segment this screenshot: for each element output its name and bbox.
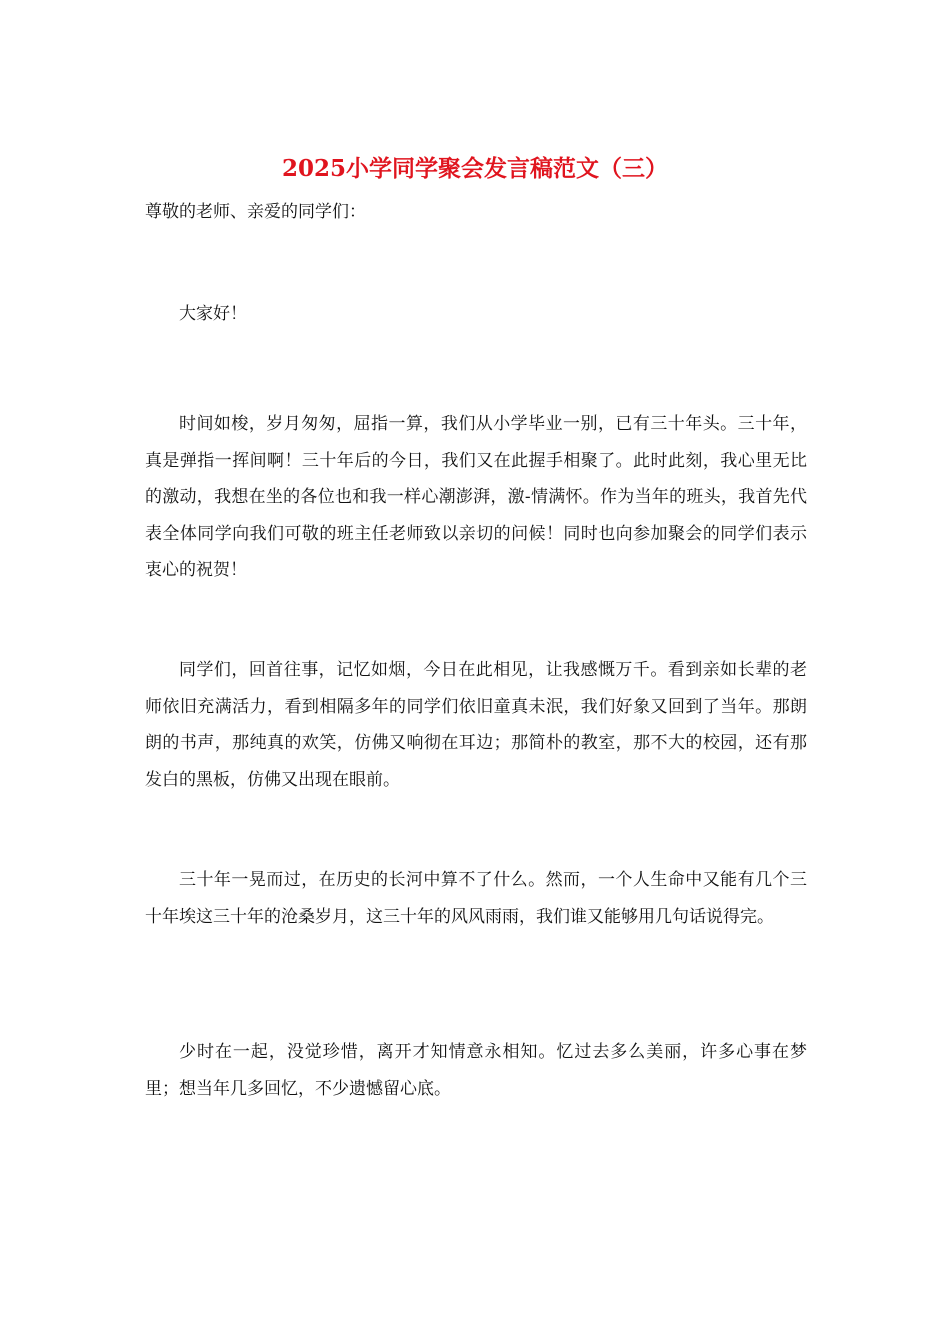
paragraph-1: 时间如梭，岁月匆匆，屈指一算，我们从小学毕业一别，已有三十年头。三十年，真是弹指一挥间啊！三十年后的今日，我们又在此握手相聚了。此时此刻，我心里无比的激动，我想在坐的各位也和我一样心潮澎湃，激-情满怀。作为当年的班头，我首先代表全体同学向我们可敬的班主任老师致以亲切的问候！同时也向参加聚会的同学们表示衷心的祝贺！: [145, 414, 807, 580]
paragraph-3: 三十年一晃而过，在历史的长河中算不了什么。然而，一个人生命中又能有几个三十年埃这三十年的沧桑岁月，这三十年的风风雨雨，我们谁又能够用几句话说得完。: [145, 870, 807, 927]
paragraph-4: 少时在一起，没觉珍惜，离开才知情意永相知。忆过去多么美丽，许多心事在梦里；想当年几多回忆，不少遗憾留心底。: [145, 1042, 807, 1099]
paragraph-2: 同学们，回首往事，记忆如烟，今日在此相见，让我感慨万千。看到亲如长辈的老师依旧充满活力，看到相隔多年的同学们依旧童真未泯，我们好象又回到了当年。那朗朗的书声，那纯真的欢笑，仿佛又响彻在耳边；那简朴的教室，那不大的校园，还有那发白的黑板，仿佛又出现在眼前。: [145, 660, 807, 790]
paragraph-greeting: 大家好！: [179, 304, 247, 324]
page-title: 2025小学同学聚会发言稿范文（三）: [281, 155, 668, 182]
salutation: 尊敬的老师、亲爱的同学们：: [145, 202, 366, 222]
